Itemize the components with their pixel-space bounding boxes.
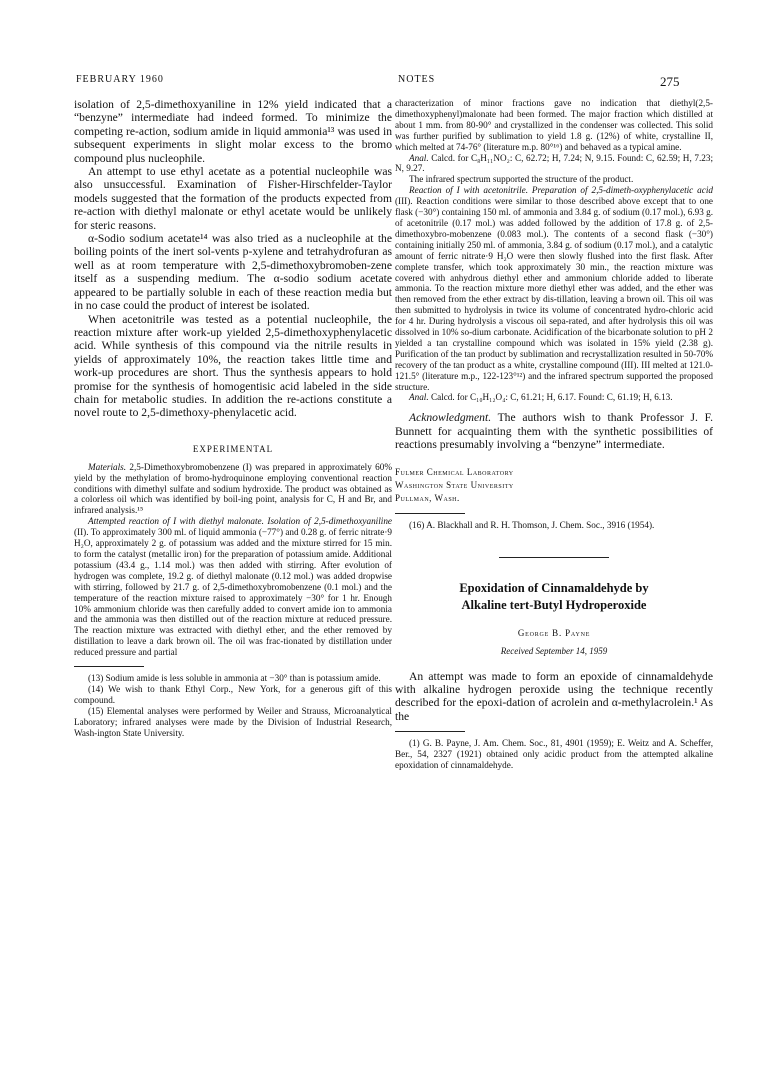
footnote-rule — [395, 731, 465, 732]
article-title: Alkaline tert-Butyl Hydroperoxide — [461, 597, 647, 612]
affiliation — [395, 466, 713, 505]
paragraph-text: Calcd. for C₈H₁₁NO₂: C, 62.72; H, 7.24; N, 9.15. Found: C, 62.59; H, 7.23; N, 9.27. — [395, 152, 713, 174]
paragraph-text: The authors wish to thank Professor J. F. Bunnett for acquainting them with the synthetic possibilities of reactions presumably involving a “benzyne” intermediate. — [395, 411, 713, 452]
experimental-paragraph: The infrared spectrum supported the structure of the product. — [409, 174, 634, 185]
experimental-paragraph: characterization of minor fractions gave no indication that diethyl(2,5-dimethoxyphenyl)malonate had been formed. The major fraction which distilled at about 1 mm. from 80-90° and crystallized in the condenser was collected. This solid was further purified by sublimation to yield 1.8 g. (12%) of white, crystalline II, which melted at 74-76° (literature m.p. 80°¹⁶) and behaved as a typical amine. — [395, 98, 713, 152]
affiliation-line: Washington State University — [395, 479, 514, 490]
affiliation-line: Pullman, Wash. — [395, 492, 460, 503]
experimental-paragraph — [74, 462, 392, 517]
run-in-heading: Anal. — [409, 392, 429, 403]
footnote-rule — [74, 666, 144, 667]
page-number: 275 — [660, 74, 680, 89]
body-paragraph: An attempt to use ethyl acetate as a potential nucleophile was also unsuccessful. Examination of Fisher-Hirschfelder-Taylor models suggested that the formation of the products expected from re-action with diethyl malonate or ethyl acetate would be unlikely for steric reasons. — [74, 165, 392, 232]
article-author: George B. Payne — [517, 627, 591, 638]
run-in-heading: Attempted reaction of I with diethyl malonate. Isolation of 2,5-dimethoxyaniline — [88, 516, 392, 527]
footnote: (1) G. B. Payne, J. Am. Chem. Soc., 81, 4901 (1959); E. Weitz and A. Scheffer, Ber., 54, 2327 (1921) obtained only acidic product from the attempted alkaline epoxidation of cinnamaldehyde. — [395, 738, 713, 770]
paragraph-text: (III). Reaction conditions were similar to those described above except that to one flask (−30°) containing 150 ml. of ammonia and 3.84 g. of sodium (0.17 mol.), 6.93 g. of acetonitrile (0.17 mol.) was added followed by the addition of 17.8 g. of 2,5-dimethoxybro-mobenzene (0.083 mol.). The contents of a second flask (−30°) containing initially 250 ml. of ammonia, 3.84 g. of sodium (0.17 mol.), and a catalytic amount of ferric nitrate·9 H₂O were then slowly flushed into the first flask. After complete transfer, which took approximately 30 min., the reaction mixture was covered with anhydrous diethyl ether and ammonium chloride added to liberate ammonia. To the reaction mixture more diethyl ether was added, and the ether was then removed from the ether extract by dis-tillation, leaving a brown oil. This oil was then submitted to hydrolysis in twice its volume of concentrated hydro-chloric acid for 4 hr. During hydrolysis a viscous oil sepa-rated, and after hydrolysis this oil was dissolved in 10% so-dium carbonate. Acidification of the bicarbonate solution to pH 2 yielded a tan crystalline compound which was isolated in 15% yield (2.38 g). Purification of the tan product by sublimation and recrystallization resulted in 50-70% recovery of the tan product as a white, crystalline compound (III). III melted at 121.0-121.5° (literature m.p., 122-123°¹²) and the infrared spectrum supported the proposed structure. — [395, 196, 713, 392]
paragraph-text: (II). To approximately 300 ml. of liquid ammonia (−77°) and 0.28 g. of ferric nitrate·9 H₂O, approximately 2 g. of potassium was added and the mixture stirred for 15 min. to form the catalyst (metallic iron) for the preparation of potassium amide. Additional potassium (43.4 g., 1.14 mol.) was then added with stirring. After evolution of hydrogen was complete, 19.2 g. of diethyl malonate (0.12 mol.) was added dropwise with stirring, followed by 21.7 g. of 2,5-dimethoxybromobenzene (0.1 mol.) and the temperature of the reaction mixture raised to approximately −30° for 1 hr. Enough 10% ammonium chloride was then carefully added to convert amide ion to ammonia and the ammonia was then distilled out of the reaction mixture at reduced pressure. The reaction mixture was extracted with diethyl ether, and the ether removed by distillation to leave a dark brown oil. The oil was frac-tionated by distillation under reduced pressure and partial — [74, 527, 392, 658]
footnote: (14) We wish to thank Ethyl Corp., New York, for a generous gift of this compound. — [74, 683, 392, 705]
experimental-paragraph — [395, 185, 713, 392]
paragraph-text: Calcd. for C₁₀H₁₂O₄: C, 61.21; H, 6.17. Found: C, 61.19; H, 6.13. — [428, 392, 673, 403]
analysis-line — [395, 153, 713, 175]
footnote-rule — [395, 513, 465, 514]
body-paragraph: α-Sodio sodium acetate¹⁴ was also tried as a nucleophile at the boiling points of the inert sol-vents p-xylene and tetrahydrofuran as well as at room temperature with 2,5-dimethoxybromoben-zene itself as a suspending medium. The α-sodio sodium acetate appeared to be partially soluble in each of these reaction media but in no case could the product of interest be isolated. — [74, 232, 392, 313]
run-in-heading: Reaction of I with acetonitrile. Preparation of 2,5-dimeth-oxyphenylacetic acid — [409, 185, 713, 196]
running-head-section: NOTES — [398, 74, 436, 85]
body-paragraph: isolation of 2,5-dimethoxyaniline in 12% yield indicated that a “benzyne” intermediate had indeed formed. To minimize the competing re-action, sodium amide in liquid ammonia¹³ was used in subsequent experiments in slight molar excess to the bromo compound plus nucleophile. — [74, 98, 392, 165]
run-in-heading: Materials. — [88, 461, 127, 472]
footnote: (13) Sodium amide is less soluble in ammonia at −30° than is potassium amide. — [88, 673, 381, 684]
right-column — [395, 98, 713, 771]
section-heading: EXPERIMENTAL — [192, 443, 274, 454]
body-paragraph: When acetonitrile was tested as a potential nucleophile, the reaction mixture after work-up yielded 2,5-dimethoxyphenylacetic acid. While synthesis of this compound via the nitrile results in yields of approximately 10%, the reaction takes little time and work-up procedures are short. Thus the synthesis appears to hold promise for the synthesis of homogentisic acid labeled in the side chain for metabolic studies. In addition the re-actions constitute a novel route to 2,5-dimethoxy-phenylacetic acid. — [74, 312, 392, 420]
experimental-paragraph — [74, 516, 392, 658]
affiliation-line: Fulmer Chemical Laboratory — [395, 466, 514, 477]
paragraph-text: 2,5-Dimethoxybromobenzene (I) was prepared in approximately 60% yield by the methylation of bromo-hydroquinone employing conventional reaction conditions with dimethyl sulfate and sodium hydroxide. The product was obtained as a colorless oil which was identified by boil-ing point, analysis for C, H and Br, and infrared analysis.¹⁵ — [74, 461, 392, 516]
article-title: Epoxidation of Cinnamaldehyde by — [459, 580, 649, 595]
footnote: (15) Elemental analyses were performed by Weiler and Strauss, Microanalytical Laboratory; infrared analyses were made by the Division of Industrial Research, Wash-ington State University. — [74, 705, 392, 738]
run-in-heading: Acknowledgment. — [409, 411, 492, 425]
run-in-heading: Anal. — [409, 152, 429, 163]
footnote: (16) A. Blackhall and R. H. Thomson, J. Chem. Soc., 3916 (1954). — [409, 519, 655, 530]
article-separator — [499, 557, 609, 558]
left-column — [74, 98, 392, 739]
acknowledgment — [395, 411, 713, 451]
analysis-line — [395, 392, 713, 403]
body-paragraph: An attempt was made to form an epoxide of cinnamaldehyde with alkaline hydrogen peroxide using the technique recently described for the epoxi-dation of acrolein and α-methylacrolein.¹ As the — [395, 669, 713, 723]
received-date: Received September 14, 1959 — [500, 645, 608, 656]
running-head-date: FEBRUARY 1960 — [76, 74, 164, 85]
